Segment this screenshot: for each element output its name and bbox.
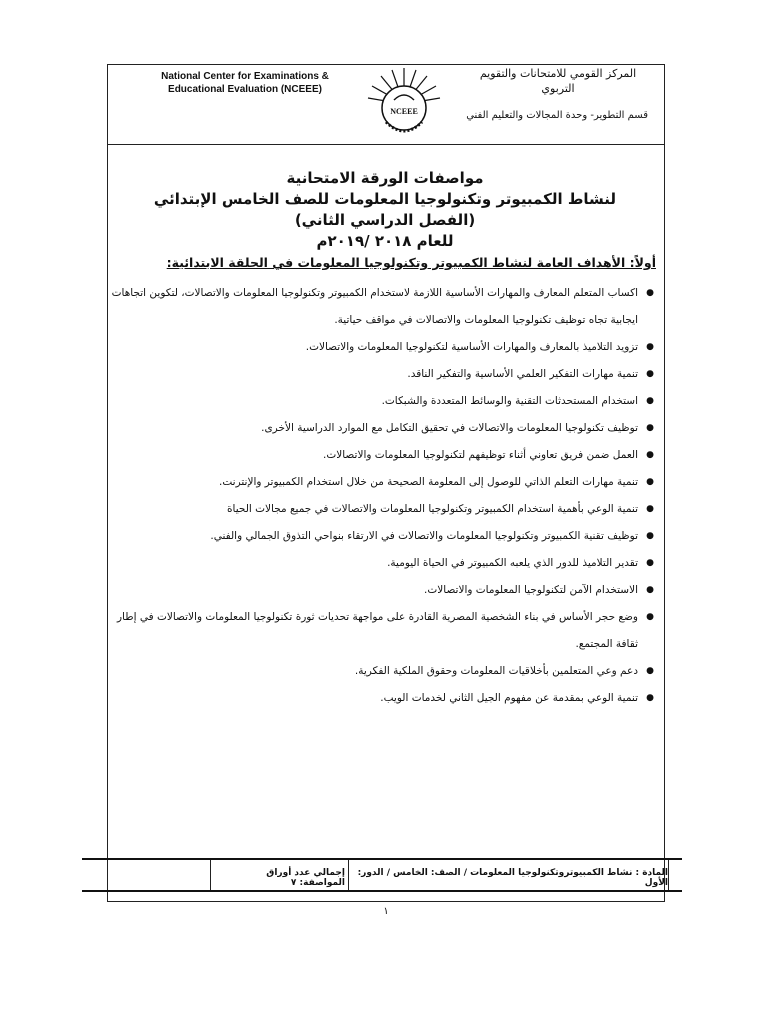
objective-item [108,658,656,685]
nceee-seal-logo [364,64,444,144]
objective-item [108,523,656,550]
bullet-icon: ● [646,558,654,568]
objective-text: تنمية مهارات التفكير العلمي الأساسية والتفكير الناقد. [407,368,638,380]
bullet-icon: ● [646,612,654,622]
department-name: قسم التطوير- وحدة المجالات والتعليم الفني [466,110,648,121]
footer-divider-right [668,860,669,890]
footer-top-rule [82,858,682,860]
objective-item [108,280,656,334]
org-name-english-line1: National Center for Examinations & [161,71,329,82]
title-line-2: لنشاط الكمبيوتر وتكنولوجيا المعلومات للصف الخامس الإبتدائي [153,190,617,208]
footer-subject-info: المادة : نشاط الكمبيوتروتكنولوجيا المعلومات / الصف: الخامس / الدور: الأول [357,868,668,888]
objective-text: توظيف تكنولوجيا المعلومات والاتصالات في تحقيق التكامل مع الموارد الدراسية الأخرى. [261,422,638,434]
footer-total-pages: إجمالي عدد أوراق المواصفة: ٧ [266,868,345,888]
objective-text: العمل ضمن فريق تعاوني أثناء توظيفهم لتكنولوجيا المعلومات والاتصالات. [323,449,638,461]
objective-item [108,415,656,442]
bullet-icon: ● [646,666,654,676]
org-name-english [140,70,350,96]
objective-text: تنمية مهارات التعلم الذاتي للوصول إلى المعلومة الصحيحة من خلال استخدام الكمبيوتر والإنترنت. [219,476,638,488]
objective-text: اكساب المتعلم المعارف والمهارات الأساسية اللازمة لاستخدام الكمبيوتر وتكنولوجيا المعلومات والاتصالات، لتكوين اتجاهات ايجابية تجاه توظيف تكنولوجيا المعلومات والاتصالات في مواقف حياتية. [111,287,638,326]
org-name-english-line2: Educational Evaluation (NCEEE) [168,84,322,95]
bullet-icon: ● [646,585,654,595]
bullet-icon: ● [646,450,654,460]
objective-text: تقدير التلاميذ للدور الذي يلعبه الكمبيوتر في الحياة اليومية. [387,557,638,569]
objective-text: تزويد التلاميذ بالمعارف والمهارات الأساسية لتكنولوجيا المعلومات والاتصالات. [305,341,638,353]
objective-item [108,388,656,415]
header-divider [107,144,665,145]
bullet-icon: ● [646,531,654,541]
objective-item [108,496,656,523]
objective-text: وضع حجر الأساس في بناء الشخصية المصرية القادرة على مواجهة تحديات ثورة تكنولوجيا المعلومات والاتصالات في إطار ثقافة المجتمع. [116,611,638,650]
objective-item [108,550,656,577]
objective-item [108,469,656,496]
footer-divider-left [210,860,211,890]
org-name-arabic [468,66,648,96]
title-line-4: للعام ٢٠١٨ /٢٠١٩م [316,232,454,250]
objective-item [108,604,656,658]
objective-text: تنمية الوعي بأهمية استخدام الكمبيوتر وتكنولوجيا المعلومات والاتصالات في جميع مجالات الحياة [227,503,638,515]
org-name-arabic-line1: المركز القومي للامتحانات والتقويم [479,67,637,80]
section-heading: أولاً: الأهداف العامة لنشاط الكمبيوتر وتكنولوجيا المعلومات في الحلقة الابتدائية: [166,255,656,270]
footer-bottom-rule [82,890,682,892]
title-line-3: (الفصل الدراسي الثاني) [294,211,476,229]
bullet-icon: ● [646,342,654,352]
objective-text: الاستخدام الآمن لتكنولوجيا المعلومات والاتصالات. [424,584,638,596]
objective-item [108,361,656,388]
objective-item [108,442,656,469]
title-line-1: مواصفات الورقة الامتحانية [286,169,484,187]
objective-item [108,334,656,361]
bullet-icon: ● [646,369,654,379]
bullet-icon: ● [646,396,654,406]
bullet-icon: ● [646,504,654,514]
objective-text: تنمية الوعي بمقدمة عن مفهوم الجيل الثاني لخدمات الويب. [380,692,638,704]
bullet-icon: ● [646,477,654,487]
page-number: ١ [383,906,389,917]
bullet-icon: ● [646,288,654,298]
objective-text: توظيف تقنية الكمبيوتر وتكنولوجيا المعلومات والاتصالات في الارتقاء بنواحي التذوق الجمالي والفني. [210,530,638,542]
document-title [130,168,640,252]
objective-item [108,577,656,604]
objectives-list [108,280,656,712]
bullet-icon: ● [646,693,654,703]
objective-text: دعم وعي المتعلمين بأخلاقيات المعلومات وحقوق الملكية الفكرية. [354,665,638,677]
logo-text: NCEEE [390,107,418,116]
bullet-icon: ● [646,423,654,433]
objective-item [108,685,656,712]
org-name-arabic-line2: التربوي [541,82,575,95]
objective-text: استخدام المستحدثات التقنية والوسائط المتعددة والشبكات. [381,395,638,407]
